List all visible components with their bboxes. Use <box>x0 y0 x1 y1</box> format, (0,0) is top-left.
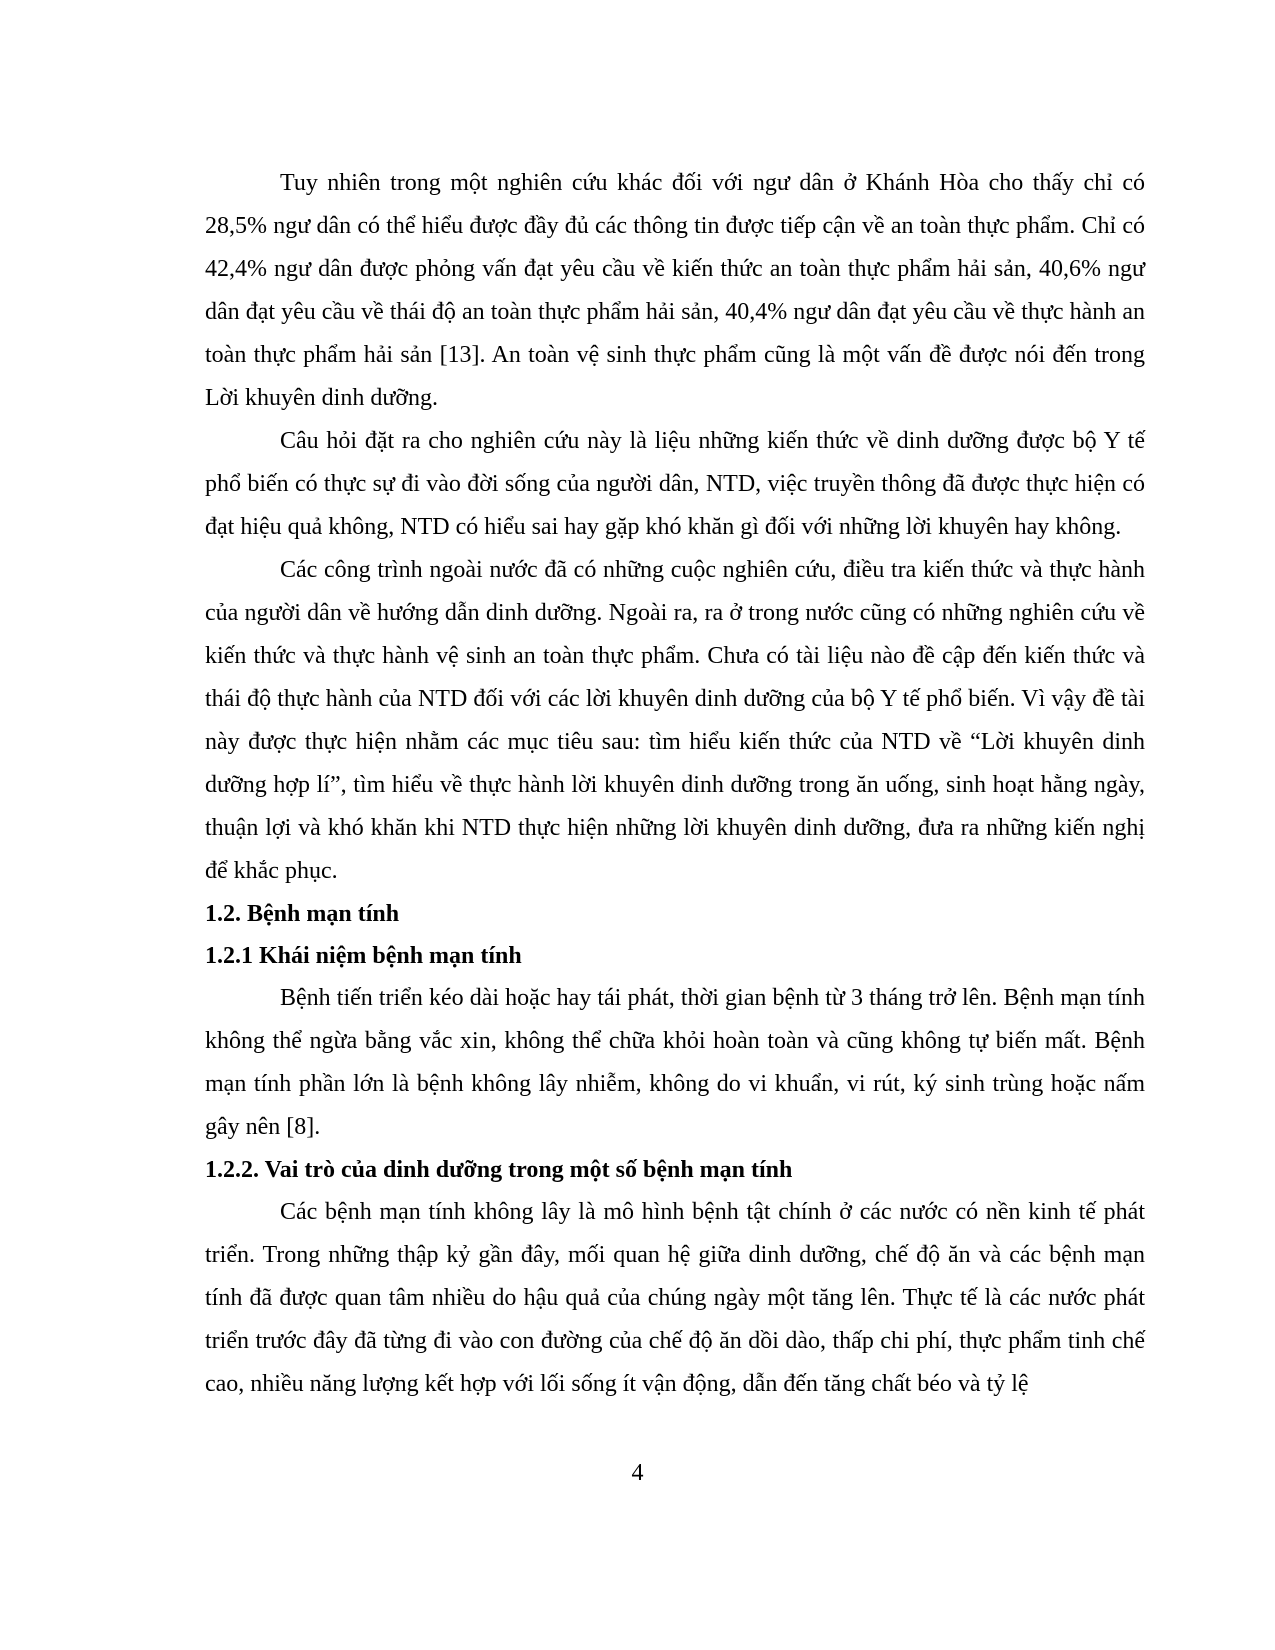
section-heading-1-2: 1.2. Bệnh mạn tính <box>205 901 400 927</box>
paragraph-nutrition-role: Các bệnh mạn tính không lây là mô hình bệnh tật chính ở các nước có nền kinh tế phát triển. Trong những thập kỷ gần đây, mối quan hệ giữa dinh dưỡng, chế độ ăn và các bệnh mạn tính đã được quan tâm nhiều do hậu quả của chúng ngày một tăng lên. Thực tế là các nước phát triển trước đây đã từng đi vào con đường của chế độ ăn dồi dào, thấp chi phí, thực phẩm tinh chế cao, nhiều năng lượng kết hợp với lối sống ít vận động, dẫn đến tăng chất béo và tỷ lệ <box>205 1199 1145 1397</box>
document-page <box>205 162 1145 1406</box>
paragraph-research-objectives: Các công trình ngoài nước đã có những cuộc nghiên cứu, điều tra kiến thức và thực hành của người dân về hướng dẫn dinh dưỡng. Ngoài ra, ra ở trong nước cũng có những nghiên cứu về kiến thức và thực hành vệ sinh an toàn thực phẩm. Chưa có tài liệu nào đề cập đến kiến thức và thái độ thực hành của NTD đối với các lời khuyên dinh dưỡng của bộ Y tế phổ biến. Vì vậy đề tài này được thực hiện nhằm các mục tiêu sau: tìm hiểu kiến thức của NTD về “Lời khuyên dinh dưỡng hợp lí”, tìm hiểu về thực hành lời khuyên dinh dưỡng trong ăn uống, sinh hoạt hằng ngày, thuận lợi và khó khăn khi NTD thực hiện những lời khuyên dinh dưỡng, đưa ra những kiến nghị để khắc phục. <box>205 557 1145 884</box>
section-heading-1-2-2: 1.2.2. Vai trò của dinh dưỡng trong một số bệnh mạn tính <box>205 1157 793 1183</box>
paragraph-research-question: Câu hỏi đặt ra cho nghiên cứu này là liệu những kiến thức về dinh dưỡng được bộ Y tế phổ biến có thực sự đi vào đời sống của người dân, NTD, việc truyền thông đã được thực hiện có đạt hiệu quả không, NTD có hiểu sai hay gặp khó khăn gì đối với những lời khuyên hay không. <box>205 428 1145 540</box>
paragraph-khanh-hoa-study: Tuy nhiên trong một nghiên cứu khác đối với ngư dân ở Khánh Hòa cho thấy chỉ có 28,5% ngư dân có thể hiểu được đầy đủ các thông tin được tiếp cận về an toàn thực phẩm. Chỉ có 42,4% ngư dân được phỏng vấn đạt yêu cầu về kiến thức an toàn thực phẩm hải sản, 40,6% ngư dân đạt yêu cầu về thái độ an toàn thực phẩm hải sản, 40,4% ngư dân đạt yêu cầu về thực hành an toàn thực phẩm hải sản [13]. An toàn vệ sinh thực phẩm cũng là một vấn đề được nói đến trong Lời khuyên dinh dưỡng. <box>205 170 1145 411</box>
section-heading-1-2-1: 1.2.1 Khái niệm bệnh mạn tính <box>205 943 522 969</box>
page-number: 4 <box>631 1460 644 1486</box>
paragraph-chronic-disease-definition: Bệnh tiến triển kéo dài hoặc hay tái phát, thời gian bệnh từ 3 tháng trở lên. Bệnh mạn tính không thể ngừa bằng vắc xin, không thể chữa khỏi hoàn toàn và cũng không tự biến mất. Bệnh mạn tính phần lớn là bệnh không lây nhiễm, không do vi khuẩn, vi rút, ký sinh trùng hoặc nấm gây nên [8]. <box>205 985 1145 1140</box>
